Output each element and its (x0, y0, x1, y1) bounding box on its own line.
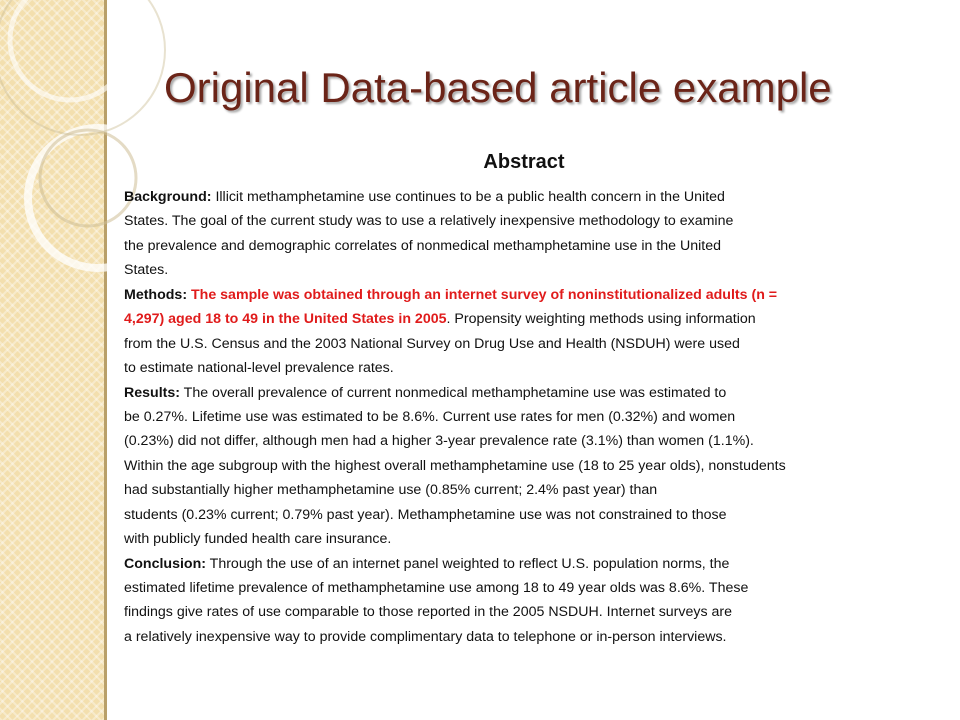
abstract-text: had substantially higher methamphetamine use (0.85% current; 2.4% past year) than (124, 482, 658, 499)
abstract-text: a relatively inexpensive way to provide complimentary data to telephone or in-person interviews. (124, 628, 727, 645)
abstract-line (124, 381, 944, 405)
abstract-heading: Abstract (483, 151, 565, 173)
abstract-line (124, 185, 944, 209)
abstract-text: Through the use of an internet panel weighted to reflect U.S. population norms, the (205, 555, 730, 572)
abstract-line (124, 405, 944, 429)
section-label: Conclusion: (124, 555, 206, 572)
abstract-text: (0.23%) did not differ, although men had a higher 3-year prevalence rate (3.1%) than women (1.1%). (124, 433, 754, 450)
slide-title: Original Data-based article example (164, 64, 832, 111)
abstract-line (124, 625, 944, 649)
section-label: Results: (124, 384, 180, 401)
highlighted-text: The sample was obtained through an internet survey of noninstitutionalized adults (n = (187, 286, 778, 303)
section-label: Methods: (124, 286, 188, 303)
abstract-text: to estimate national-level prevalence rates. (124, 360, 394, 377)
abstract-text: The overall prevalence of current nonmedical methamphetamine use was estimated to (179, 384, 727, 401)
abstract-line (124, 283, 944, 307)
abstract-line (124, 600, 944, 624)
abstract-text: States. The goal of the current study was to use a relatively inexpensive methodology to examine (124, 213, 734, 230)
abstract-text: the prevalence and demographic correlates of nonmedical methamphetamine use in the United (124, 237, 722, 254)
abstract-text: estimated lifetime prevalence of methamphetamine use among 18 to 49 year olds was 8.6%. These (124, 580, 749, 596)
abstract-line (124, 209, 944, 233)
abstract-line (124, 429, 944, 453)
abstract-line (124, 454, 944, 478)
abstract-line (124, 503, 944, 527)
abstract-text: Illicit methamphetamine use continues to be a public health concern in the United (211, 189, 725, 205)
section-label: Background: (124, 189, 212, 205)
highlighted-text: 4,297) aged 18 to 49 in the United States in 2005 (124, 311, 447, 328)
abstract-line (124, 552, 944, 576)
abstract-line (124, 576, 944, 600)
abstract-line (124, 356, 944, 380)
abstract-text: States. (124, 262, 169, 279)
abstract-text: findings give rates of use comparable to those reported in the 2005 NSDUH. Internet surveys are (124, 604, 733, 621)
abstract-text: students (0.23% current; 0.79% past year). Methamphetamine use was not constrained to those (124, 506, 727, 523)
abstract-text: Within the age subgroup with the highest overall methamphetamine use (18 to 25 year olds), nonstudents (124, 457, 786, 474)
abstract-line (124, 234, 944, 258)
abstract-body (124, 185, 944, 649)
abstract-text: be 0.27%. Lifetime use was estimated to be 8.6%. Current use rates for men (0.32%) and women (124, 408, 736, 425)
abstract-line (124, 478, 944, 502)
abstract-text: from the U.S. Census and the 2003 National Survey on Drug Use and Health (NSDUH) were used (124, 335, 740, 352)
abstract-line (124, 527, 944, 551)
abstract-text: . Propensity weighting methods using information (446, 311, 756, 328)
abstract-line (124, 258, 944, 282)
abstract-line (124, 332, 944, 356)
abstract-line (124, 307, 944, 331)
abstract-text: with publicly funded health care insurance. (124, 531, 392, 548)
